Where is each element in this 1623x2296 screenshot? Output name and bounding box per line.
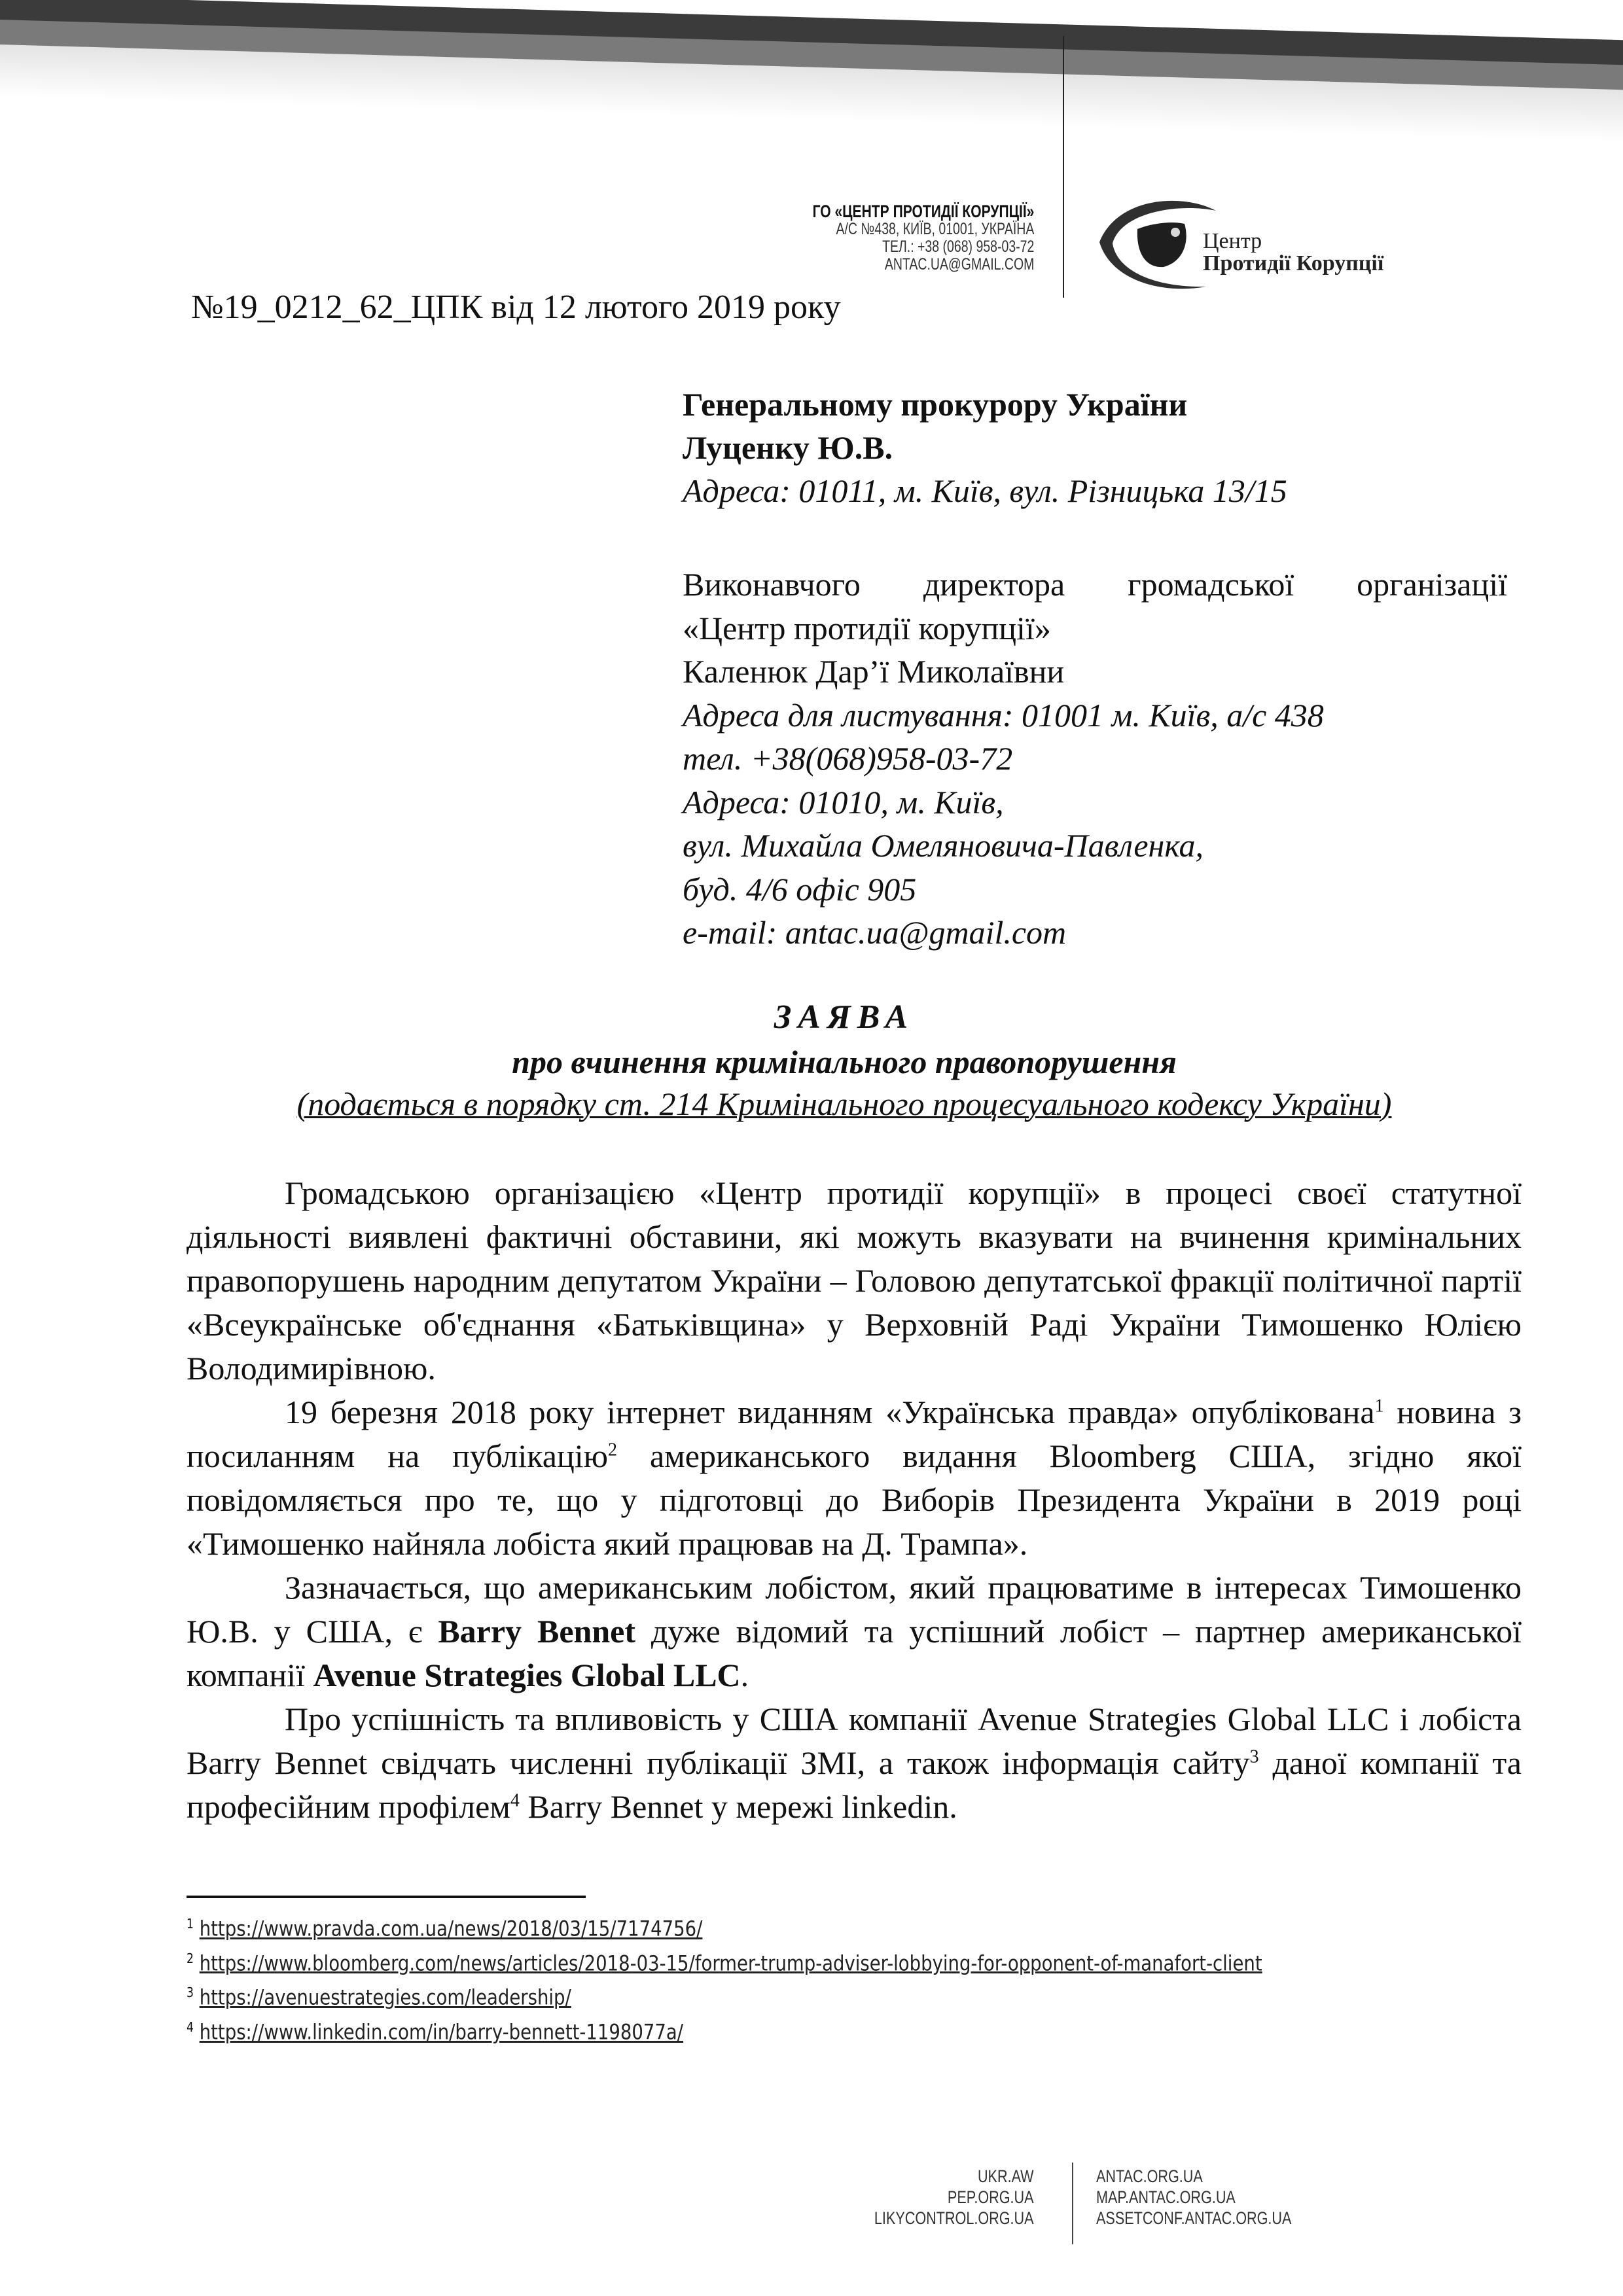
document-subtitle: про вчинення кримінального правопорушення: [512, 1044, 1177, 1080]
sender-name: Каленюк Дар’ї Миколаївни: [683, 653, 1065, 690]
letterhead-contacts: [812, 203, 1034, 274]
footer-link: PEP.ORG.UA: [948, 2187, 1034, 2207]
footnote-ref-3[interactable]: 3: [1249, 1746, 1259, 1767]
footnote-link-3[interactable]: https://avenuestrategies.com/leadership/: [199, 1985, 571, 2010]
sender-address-line-3: буд. 4/6 офіс 905: [683, 870, 917, 908]
footnote-4: $^4$ https://www.linkedin.com/in/barry-bennett-1198077a/: [187, 2019, 684, 2045]
footer-projects-left: [874, 2166, 1034, 2229]
footnote-2: $^2$ https://www.bloomberg.com/news/articles/2018-03-15/former-trump-adviser-lobbying-for-opponent-of-manafort-client: [187, 1950, 1262, 1976]
footnotes: [187, 1909, 1312, 2047]
footnote-separator: [187, 1896, 586, 1898]
org-email: ANTAC.UA@GMAIL.COM: [884, 255, 1034, 274]
document-title: ЗАЯВА: [774, 998, 915, 1036]
footnote-link-4[interactable]: https://www.linkedin.com/in/barry-bennett-1198077a/: [199, 2019, 684, 2045]
footnote-ref-4[interactable]: 4: [510, 1790, 520, 1811]
footer-link: LIKYCONTROL.ORG.UA: [874, 2208, 1034, 2228]
org-address: А/С №438, КИЇВ, 01001, УКРАЇНА: [836, 220, 1034, 238]
paragraph-4: Про успішність та впливовість у США компанії Avenue Strategies Global LLC і лобіста Barry Bennet свідчать численні публікації ЗМІ, а також інформація сайту$^3$ даної компанії та професійним профілем$^4$ Barry Bennet у мережі linkedin.: [187, 1701, 1522, 1825]
footnote-ref-2[interactable]: 2: [607, 1439, 617, 1460]
footer-link: ANTAC.ORG.UA: [1096, 2166, 1203, 2186]
sender-mail-address: Адреса для листування: 01001 м. Київ, а/с 438: [683, 696, 1324, 733]
sender-block: [683, 563, 1507, 955]
logo-wordmark: [1203, 230, 1383, 275]
company-name: Avenue Strategies Global LLC: [313, 1657, 741, 1693]
footnote-3: $^3$ https://avenuestrategies.com/leadership/: [187, 1985, 571, 2010]
logo-line-2: Протидії Корупції: [1203, 251, 1384, 275]
paragraph-1: Громадською організацією «Центр протидії корупції» в процесі своєї статутної діяльності виявлені фактичні обставини, які можуть вказувати на вчинення кримінальних правопорушень народним депутатом України – Головою депутатської фракції політичної партії «Всеукраїнське об'єднання «Батьківщина» у Верховній Раді України Тимошенко Юлією Володимирівною.: [187, 1174, 1522, 1386]
paragraph-3: Зазначається, що американським лобістом, який працюватиме в інтересах Тимошенко Ю.В. у США, є Barry Bennet дуже відомий та успішний лобіст – партнер американської компанії Avenue Strategies Global LLC.: [187, 1569, 1522, 1693]
footer-link: UKR.AW: [978, 2166, 1034, 2186]
statement-body: [187, 1171, 1522, 1829]
addressee-block: [683, 383, 1507, 512]
sender-address-line-2: вул. Михайла Омеляновича-Павленка,: [683, 827, 1204, 864]
sender-position: Виконавчого директора громадської організації: [683, 566, 1507, 603]
footnote-link-2[interactable]: https://www.bloomberg.com/news/articles/2018-03-15/former-trump-adviser-lobbying-for-opponent-of-manafort-client: [199, 1951, 1262, 1976]
footnote-link-1[interactable]: https://www.pravda.com.ua/news/2018/03/15/7174756/: [199, 1916, 703, 1941]
sender-email: e-mail: antac.ua@gmail.com: [683, 914, 1067, 951]
footnote-1: $^1$ https://www.pravda.com.ua/news/2018/03/15/7174756/: [187, 1916, 703, 1941]
footnote-ref-1[interactable]: 1: [1374, 1396, 1384, 1417]
org-phone: ТЕЛ.: +38 (068) 958-03-72: [882, 238, 1034, 256]
footer-link: ASSETCONF.ANTAC.ORG.UA: [1096, 2208, 1292, 2228]
sender-phone: тел. +38(068)958-03-72: [683, 740, 1013, 777]
footer-link: MAP.ANTAC.ORG.UA: [1096, 2187, 1236, 2207]
org-logo: [1092, 196, 1432, 301]
sender-organization: «Центр протидії корупції»: [683, 609, 1051, 646]
org-name: ГО «ЦЕНТР ПРОТИДІЇ КОРУПЦІЇ»: [812, 202, 1034, 221]
addressee-address: Адреса: 01011, м. Київ, вул. Різницька 13/15: [683, 472, 1287, 509]
document-title-block: [196, 995, 1492, 1124]
footer-projects-right: [1096, 2166, 1291, 2229]
addressee-name: Луценку Ю.В.: [683, 429, 893, 466]
footer-divider: [1072, 2163, 1073, 2244]
document-legal-note: (подається в порядку ст. 214 Кримінального процесуального кодексу України): [296, 1086, 1392, 1122]
letterhead-divider: [1063, 36, 1064, 298]
paragraph-2: 19 березня 2018 року інтернет виданням «Українська правда» опублікована$^1$ новина з посиланням на публікацію$^2$ американського видання Bloomberg США, згідно якої повідомляється про те, що у підготовці до Виборів Президента України в 2019 році «Тимошенко найняла лобіста який працював на Д. Трампа».: [187, 1394, 1522, 1562]
logo-line-1: Центр: [1203, 229, 1262, 253]
document-reference: №19_0212_62_ЦПК від 12 лютого 2019 року: [191, 289, 841, 326]
lobbyist-name: Barry Bennet: [438, 1613, 635, 1650]
sender-address-line-1: Адреса: 01010, м. Київ,: [683, 783, 1004, 821]
addressee-title: Генеральному прокурору України: [683, 386, 1188, 423]
